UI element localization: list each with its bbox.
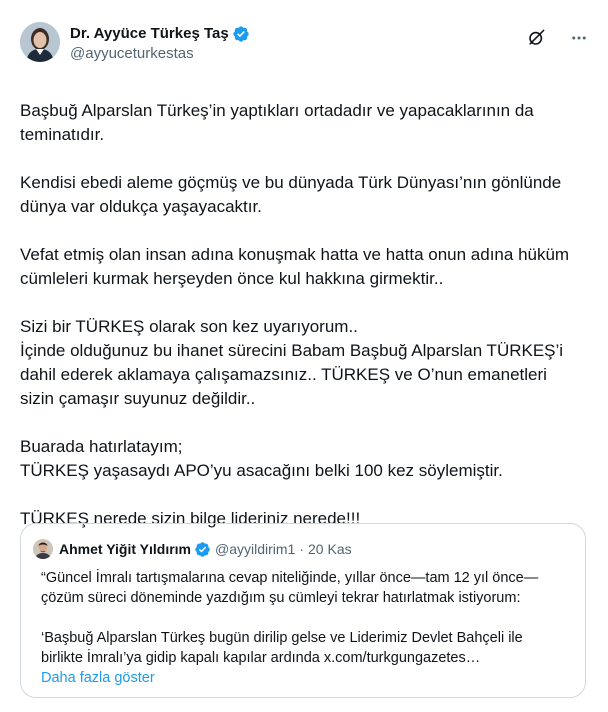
quoted-paragraph: [41, 628, 573, 668]
verified-badge-icon: [194, 541, 211, 558]
tweet-header: [20, 22, 588, 72]
tweet-paragraph: [20, 315, 590, 411]
tweet-line: TÜRKEŞ nerede sizin bilge lideriniz nerede!!!: [20, 509, 361, 528]
quoted-line: çözüm süreci döneminde yazdığım şu cümleyi tekrar hatırlatmak istiyorum:: [41, 590, 521, 606]
tweet-paragraph: [20, 243, 590, 291]
more-horizontal-icon[interactable]: [570, 29, 588, 47]
author-handle[interactable]: @ayyuceturkestas: [70, 45, 194, 62]
tweet-line: dahil ederek aklamaya çalışamazsınız.. TÜRKEŞ ve O’nun emanetleri: [20, 365, 547, 384]
tweet-line: Buarada hatırlatayım;: [20, 437, 183, 456]
tweet-line: İçinde olduğunuz bu ihanet sürecini Babam Başbuğ Alparslan TÜRKEŞ’i: [20, 341, 564, 360]
quoted-tweet-date: 20 Kas: [308, 541, 352, 557]
tweet-line: teminatıdır.: [20, 125, 105, 144]
author-info: [70, 22, 250, 63]
tweet-line: cümleleri kurmak herşeyden önce kul hakkına girmektir..: [20, 269, 444, 288]
author-name-row: [70, 25, 250, 43]
separator-dot: ·: [299, 541, 305, 557]
tweet-line: Vefat etmiş olan insan adına konuşmak hatta ve hatta onun adına hüküm: [20, 245, 570, 264]
quoted-author-display-name: Ahmet Yiğit Yıldırım: [59, 541, 191, 557]
tweet-line: Başbuğ Alparslan Türkeş’in yaptıkları ortadadır ve yapacaklarının da: [20, 101, 534, 120]
show-more-link[interactable]: Daha fazla göster: [41, 670, 155, 686]
tweet-line: Sizi bir TÜRKEŞ olarak son kez uyarıyorum..: [20, 317, 358, 336]
author-display-name[interactable]: Dr. Ayyüce Türkeş Taş: [70, 25, 229, 42]
quoted-line: ‘Başbuğ Alparslan Türkeş bugün dirilip gelse ve Liderimiz Devlet Bahçeli ile: [41, 630, 523, 646]
tweet-line: TÜRKEŞ yaşasaydı APO’yu asacağını belki 100 kez söylemiştir.: [20, 461, 503, 480]
tweet-paragraph: [20, 99, 590, 147]
quoted-tweet-header: [33, 538, 573, 560]
quoted-author-handle: @ayyildirim1: [215, 541, 296, 557]
tweet-line: Kendisi ebedi aleme göçmüş ve bu dünyada Türk Dünyası’nın gönlünde: [20, 173, 562, 192]
tweet-text: [20, 99, 590, 531]
tweet-line: dünya var oldukça yaşayacaktır.: [20, 197, 262, 216]
tweet-line: sizin çamaşır suyunuz değildir..: [20, 389, 256, 408]
verified-badge-icon: [232, 25, 250, 43]
quoted-line: birlikte İmralı’ya gidip kapalı kapılar ardında x.com/turkgungazetes…: [41, 650, 481, 666]
tweet-paragraph: [20, 435, 590, 483]
tweet-paragraph: [20, 171, 590, 219]
quoted-author-avatar: [33, 539, 53, 559]
grok-icon[interactable]: [527, 28, 546, 47]
quoted-tweet[interactable]: [20, 523, 586, 698]
header-actions: [527, 22, 588, 47]
author-avatar[interactable]: [20, 22, 60, 62]
quoted-line: “Güncel İmralı tartışmalarına cevap niteliğinde, yıllar önce—tam 12 yıl önce—: [41, 570, 539, 586]
quoted-paragraph: [41, 568, 573, 608]
quoted-tweet-text: [33, 568, 573, 668]
